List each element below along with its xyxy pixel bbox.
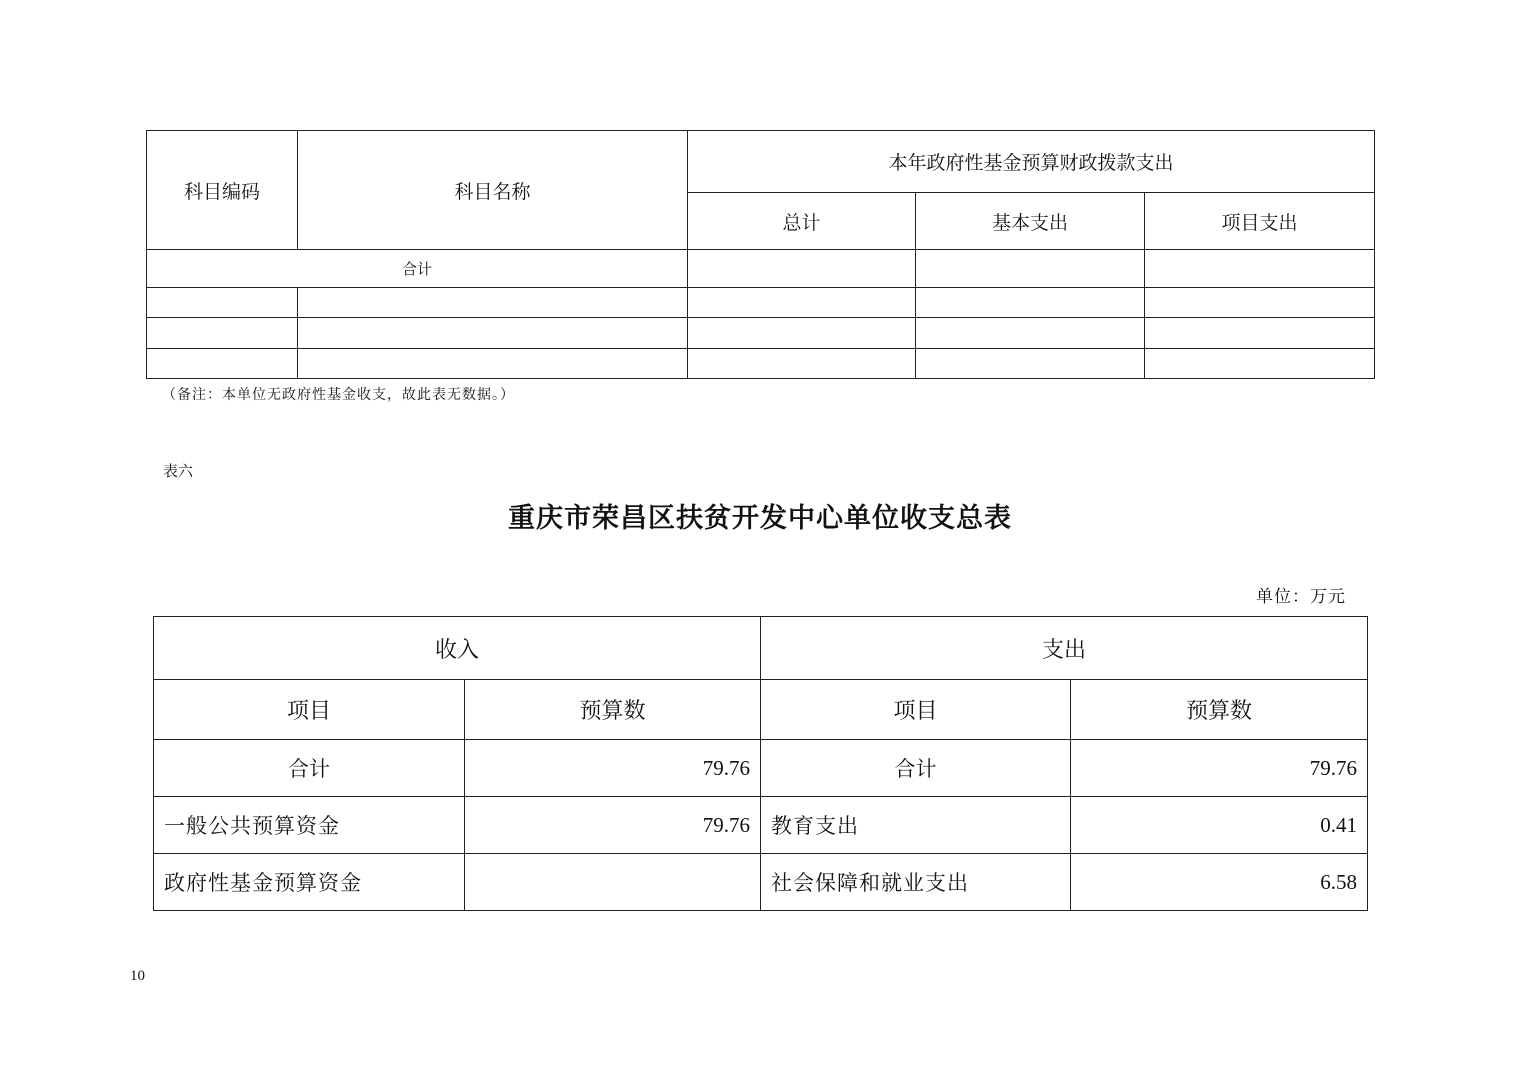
income-item: 合计 [154,740,465,797]
expense-item: 社会保障和就业支出 [761,854,1071,911]
table-row [154,854,1368,911]
table-row [154,797,1368,854]
header-income-item: 项目 [154,680,465,740]
table-cell [916,250,1145,288]
unit-label: 单位：万元 [1256,587,1346,607]
expense-value: 0.41 [1071,797,1368,854]
expense-item: 合计 [761,740,1071,797]
header-income-budget: 预算数 [465,680,761,740]
header-expense-budget: 预算数 [1071,680,1368,740]
page-title: 重庆市荣昌区扶贫开发中心单位收支总表 [508,503,1012,534]
table-row [147,349,1375,379]
income-item: 一般公共预算资金 [154,797,465,854]
page-number: 10 [130,968,145,984]
table-row [147,288,1375,318]
table-row [154,740,1368,797]
income-expense-summary-table [153,616,1368,911]
gov-fund-expenditure-table [146,130,1375,379]
header-subject-code: 科目编码 [147,131,298,250]
table-label: 表六 [163,462,194,480]
table-note: （备注：本单位无政府性基金收支，故此表无数据。） [162,387,515,403]
expense-item: 教育支出 [761,797,1071,854]
expense-value: 6.58 [1071,854,1368,911]
table-cell [688,250,916,288]
income-value [465,854,761,911]
income-value: 79.76 [465,797,761,854]
header-income: 收入 [154,617,761,680]
header-subject-name: 科目名称 [298,131,688,250]
table-row [147,318,1375,349]
header-total: 总计 [688,193,916,250]
header-expense-item: 项目 [761,680,1071,740]
expense-value: 79.76 [1071,740,1368,797]
income-value: 79.76 [465,740,761,797]
header-project: 项目支出 [1145,193,1375,250]
income-item: 政府性基金预算资金 [154,854,465,911]
sum-label: 合计 [147,250,688,288]
header-group: 本年政府性基金预算财政拨款支出 [688,131,1375,193]
header-basic: 基本支出 [916,193,1145,250]
table-cell [1145,250,1375,288]
header-expense: 支出 [761,617,1368,680]
